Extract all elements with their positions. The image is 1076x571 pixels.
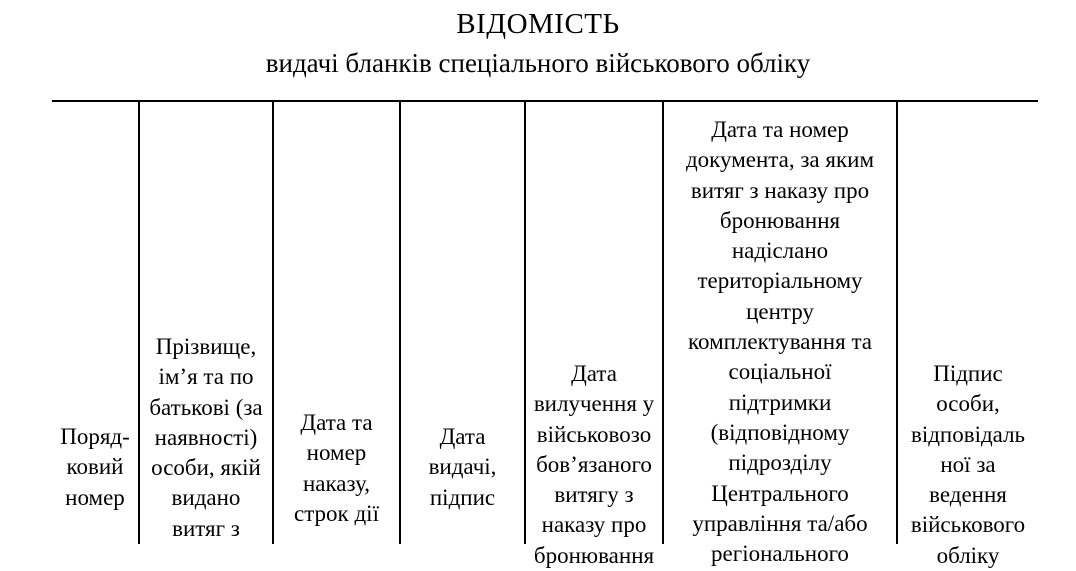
header-line: номер: [306, 440, 367, 466]
header-line: комплектування та: [688, 329, 872, 355]
header-line: ної за: [940, 451, 996, 477]
column-header-issue-date-signature: [401, 102, 526, 544]
header-line: військовозо: [536, 421, 652, 447]
column-header-sending-document-date-number: [664, 102, 898, 567]
header-line: підпис: [429, 484, 496, 510]
header-line: ковий: [66, 454, 124, 480]
header-line: (відповідному: [710, 419, 850, 445]
header-line: ім’я та по: [158, 364, 254, 390]
column-header-text: [274, 408, 399, 529]
header-line: наявності): [154, 424, 258, 450]
header-line: ведення: [929, 482, 1007, 508]
column-header-person-full-name: [140, 102, 274, 544]
document-title-block: [0, 6, 1076, 80]
header-line: витяг з наказу про: [690, 177, 870, 203]
header-line: надіслано: [731, 238, 829, 264]
header-line: підрозділу: [728, 450, 832, 476]
header-line: видачі,: [428, 454, 497, 480]
column-header-serial-number: [52, 102, 140, 544]
document-title: ВІДОМІСТЬ: [456, 8, 620, 40]
column-header-withdrawal-date: [526, 102, 664, 568]
header-line: регіонального: [711, 541, 849, 567]
header-line: наказу про: [541, 512, 647, 538]
column-header-order-date-number: [274, 102, 401, 544]
header-line: соціальної: [728, 359, 832, 385]
header-line: особи,: [936, 391, 1000, 417]
header-line: підтримки: [728, 389, 832, 415]
header-line: військового: [910, 512, 1026, 538]
column-header-text: [664, 115, 896, 569]
header-line: вилучення у: [533, 391, 655, 417]
document-subtitle: видачі бланків спеціального військового обліку: [265, 48, 811, 78]
header-line: особи, якій: [151, 455, 261, 481]
header-line: Дата та номер: [711, 117, 849, 142]
header-line: управління та/або: [692, 510, 868, 536]
header-line: бронювання: [533, 542, 655, 568]
header-line: Центрального: [711, 480, 849, 506]
header-line: Поряд-: [60, 424, 130, 449]
header-line: бов’язаного: [536, 451, 652, 477]
header-line: строк дії: [294, 500, 379, 526]
header-line: Дата та: [300, 410, 373, 435]
header-line: Дата: [439, 424, 486, 449]
header-line: обліку: [936, 542, 1000, 568]
column-header-text: [898, 359, 1038, 571]
header-line: відповідаль: [910, 421, 1026, 447]
issuance-register-table: [52, 100, 1038, 568]
header-line: бронювання: [719, 207, 841, 233]
header-line: витягу з: [554, 482, 634, 508]
column-header-text: [140, 332, 272, 544]
header-line: Прізвище,: [155, 334, 257, 359]
header-line: Підпис: [933, 361, 1003, 386]
header-line: видано: [171, 485, 241, 511]
header-line: номер: [65, 484, 125, 510]
header-line: наказу,: [302, 470, 371, 496]
column-header-text: [52, 422, 138, 513]
header-line: центру: [746, 298, 814, 324]
header-line: Дата: [571, 361, 617, 386]
column-header-text: [526, 359, 662, 571]
header-line: витяг з: [172, 515, 240, 541]
header-line: документа, за яким: [685, 147, 875, 173]
header-line: батькові (за: [149, 394, 263, 420]
header-line: територіальному: [697, 268, 863, 294]
column-header-responsible-person-signature: [898, 102, 1038, 568]
column-header-text: [401, 422, 524, 513]
